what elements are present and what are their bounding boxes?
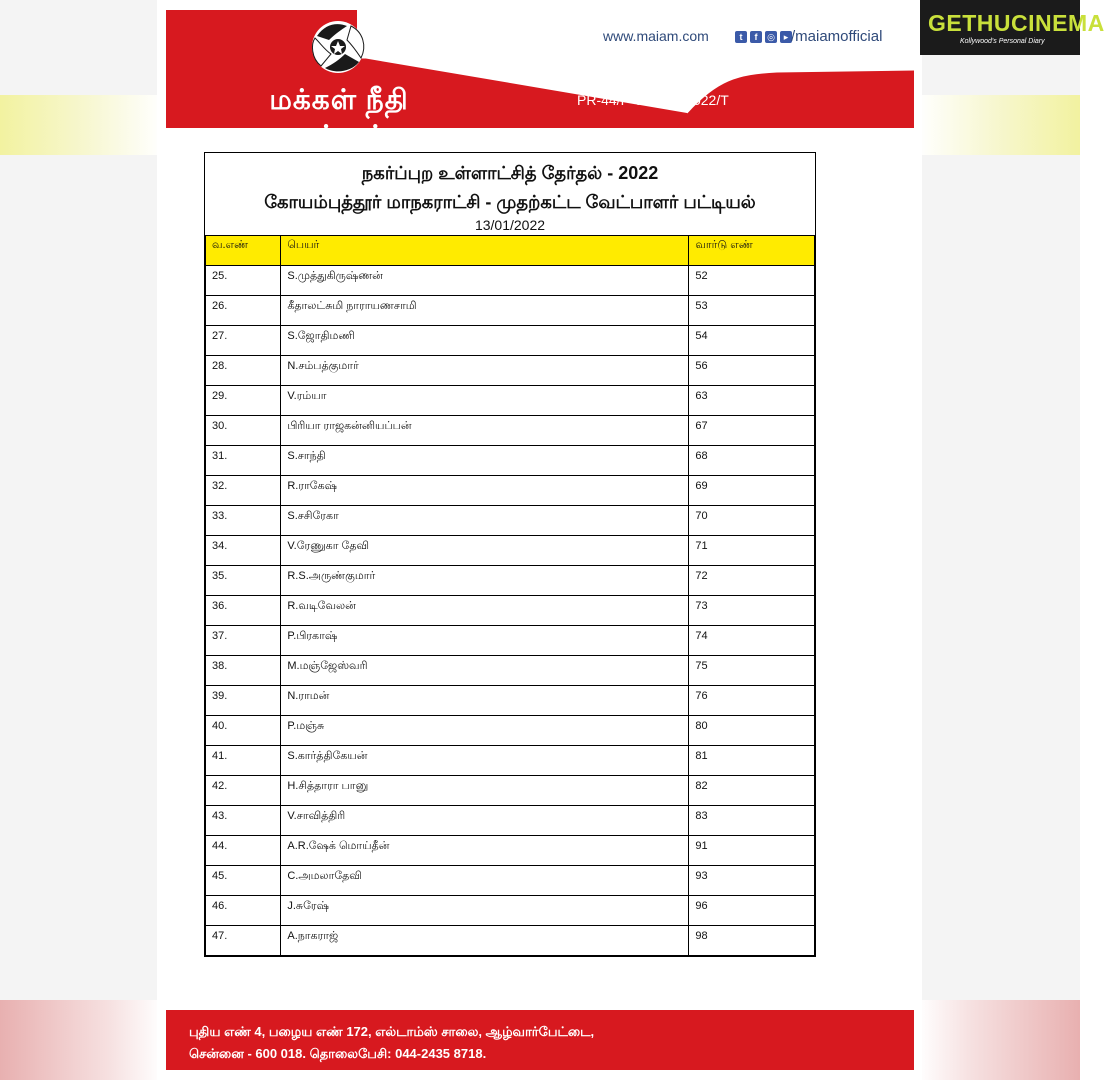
cell-name: V.ரேணுகா தேவி xyxy=(281,536,689,566)
cell-ward: 52 xyxy=(689,266,815,296)
party-logo xyxy=(307,18,369,76)
cell-ward: 70 xyxy=(689,506,815,536)
candidate-table xyxy=(205,235,815,956)
cell-name: C.அமலாதேவி xyxy=(281,866,689,896)
cell-name: H.சித்தாரா பானு xyxy=(281,776,689,806)
cell-ward: 98 xyxy=(689,926,815,956)
cell-ward: 63 xyxy=(689,386,815,416)
cell-ward: 72 xyxy=(689,566,815,596)
cell-serial: 45. xyxy=(206,866,281,896)
cell-ward: 82 xyxy=(689,776,815,806)
cell-serial: 47. xyxy=(206,926,281,956)
cell-serial: 34. xyxy=(206,536,281,566)
cell-serial: 35. xyxy=(206,566,281,596)
cell-name: R.S.அருண்குமார் xyxy=(281,566,689,596)
table-row xyxy=(206,296,815,326)
cell-serial: 25. xyxy=(206,266,281,296)
website-link[interactable]: www.maiam.com xyxy=(603,28,709,44)
table-row xyxy=(206,866,815,896)
cell-name: J.சுரேஷ் xyxy=(281,896,689,926)
cell-ward: 67 xyxy=(689,416,815,446)
cell-serial: 36. xyxy=(206,596,281,626)
table-body xyxy=(206,266,815,956)
cell-name: S.சசிரேகா xyxy=(281,506,689,536)
cell-name: R.ராகேஷ் xyxy=(281,476,689,506)
document-date: 13/01/2022 xyxy=(474,217,546,233)
cell-name: P.மஞ்சு xyxy=(281,716,689,746)
cell-ward: 80 xyxy=(689,716,815,746)
table-row xyxy=(206,596,815,626)
cell-serial: 43. xyxy=(206,806,281,836)
table-row xyxy=(206,656,815,686)
table-row xyxy=(206,926,815,956)
document-title: நகர்ப்புற உள்ளாட்சித் தேர்தல் - 2022 xyxy=(361,163,659,183)
cell-ward: 53 xyxy=(689,296,815,326)
cell-serial: 39. xyxy=(206,686,281,716)
facebook-icon[interactable]: f xyxy=(750,31,762,43)
table-row xyxy=(206,536,815,566)
cell-serial: 37. xyxy=(206,626,281,656)
cell-name: M.மஞ்ஜேஸ்வரி xyxy=(281,656,689,686)
cell-name: S.கார்த்திகேயன் xyxy=(281,746,689,776)
cell-name: S.முத்துகிருஷ்ணன் xyxy=(281,266,689,296)
twitter-icon[interactable]: t xyxy=(735,31,747,43)
cell-serial: 26. xyxy=(206,296,281,326)
cell-name: கீதாலட்சுமி நாராயணசாமி xyxy=(281,296,689,326)
cell-name: P.பிரகாஷ் xyxy=(281,626,689,656)
address-line-2: சென்னை - 600 018. தொலைபேசி: 044-2435 8718. xyxy=(189,1046,487,1061)
cell-serial: 42. xyxy=(206,776,281,806)
column-header-serial: வ.எண் xyxy=(206,236,281,266)
column-header-ward: வார்டு எண் xyxy=(689,236,815,266)
table-row xyxy=(206,836,815,866)
cell-ward: 93 xyxy=(689,866,815,896)
cell-serial: 38. xyxy=(206,656,281,686)
cell-serial: 29. xyxy=(206,386,281,416)
cell-ward: 96 xyxy=(689,896,815,926)
cell-ward: 76 xyxy=(689,686,815,716)
cell-name: V.ரம்யா xyxy=(281,386,689,416)
table-row xyxy=(206,896,815,926)
table-row xyxy=(206,326,815,356)
table-row xyxy=(206,686,815,716)
table-row xyxy=(206,746,815,776)
youtube-icon[interactable]: ▸ xyxy=(780,31,792,43)
table-row xyxy=(206,566,815,596)
cell-ward: 73 xyxy=(689,596,815,626)
document-subtitle: கோயம்புத்தூர் மாநகராட்சி - முதற்கட்ட வேட்பாளர் பட்டியல் xyxy=(264,192,756,212)
cell-ward: 56 xyxy=(689,356,815,386)
cell-serial: 46. xyxy=(206,896,281,926)
cell-ward: 71 xyxy=(689,536,815,566)
press-release-document xyxy=(157,0,922,1080)
address-line-1: புதிய எண் 4, பழைய எண் 172, எல்டாம்ஸ் சாலை, ஆழ்வார்பேட்டை, xyxy=(189,1024,595,1039)
candidate-list xyxy=(204,152,816,957)
table-row xyxy=(206,386,815,416)
cell-serial: 28. xyxy=(206,356,281,386)
cell-serial: 44. xyxy=(206,836,281,866)
table-row xyxy=(206,806,815,836)
cell-ward: 91 xyxy=(689,836,815,866)
column-header-name: பெயர் xyxy=(281,236,689,266)
social-icons xyxy=(735,31,792,43)
instagram-icon[interactable]: ◎ xyxy=(765,31,777,43)
cell-ward: 75 xyxy=(689,656,815,686)
cell-serial: 33. xyxy=(206,506,281,536)
social-handle[interactable]: /maiamofficial xyxy=(791,28,883,45)
cell-serial: 27. xyxy=(206,326,281,356)
cell-ward: 69 xyxy=(689,476,815,506)
cell-name: S.ஜோதிமணி xyxy=(281,326,689,356)
table-row xyxy=(206,626,815,656)
cell-name: A.நாகராஜ் xyxy=(281,926,689,956)
cell-serial: 30. xyxy=(206,416,281,446)
cell-serial: 31. xyxy=(206,446,281,476)
cell-name: S.சாந்தி xyxy=(281,446,689,476)
table-row xyxy=(206,416,815,446)
table-row xyxy=(206,776,815,806)
cell-ward: 68 xyxy=(689,446,815,476)
reference-number: PR-44/P-05/13012022/T xyxy=(577,92,729,108)
watermark-brand: GETHUCINEMA xyxy=(928,10,1105,36)
watermark-logo xyxy=(920,0,1105,55)
cell-serial: 41. xyxy=(206,746,281,776)
table-row xyxy=(206,446,815,476)
table-row xyxy=(206,716,815,746)
watermark-tagline: Kollywood's Personal Diary xyxy=(960,38,1045,45)
cell-name: A.R.ஷேக் மொய்தீன் xyxy=(281,836,689,866)
cell-ward: 83 xyxy=(689,806,815,836)
cell-name: பிரியா ராஜகன்னியப்பன் xyxy=(281,416,689,446)
table-row xyxy=(206,266,815,296)
party-name: மக்கள் நீதி மய்யம் xyxy=(269,84,409,151)
table-row xyxy=(206,476,815,506)
cell-ward: 81 xyxy=(689,746,815,776)
cell-name: V.சாவித்திரி xyxy=(281,806,689,836)
cell-name: N.சம்பத்குமார் xyxy=(281,356,689,386)
cell-name: R.வடிவேலன் xyxy=(281,596,689,626)
cell-serial: 40. xyxy=(206,716,281,746)
table-header-row xyxy=(206,236,815,266)
cell-ward: 74 xyxy=(689,626,815,656)
cell-serial: 32. xyxy=(206,476,281,506)
table-row xyxy=(206,356,815,386)
table-row xyxy=(206,506,815,536)
cell-name: N.ராமன் xyxy=(281,686,689,716)
cell-ward: 54 xyxy=(689,326,815,356)
footer-banner xyxy=(166,1010,914,1070)
